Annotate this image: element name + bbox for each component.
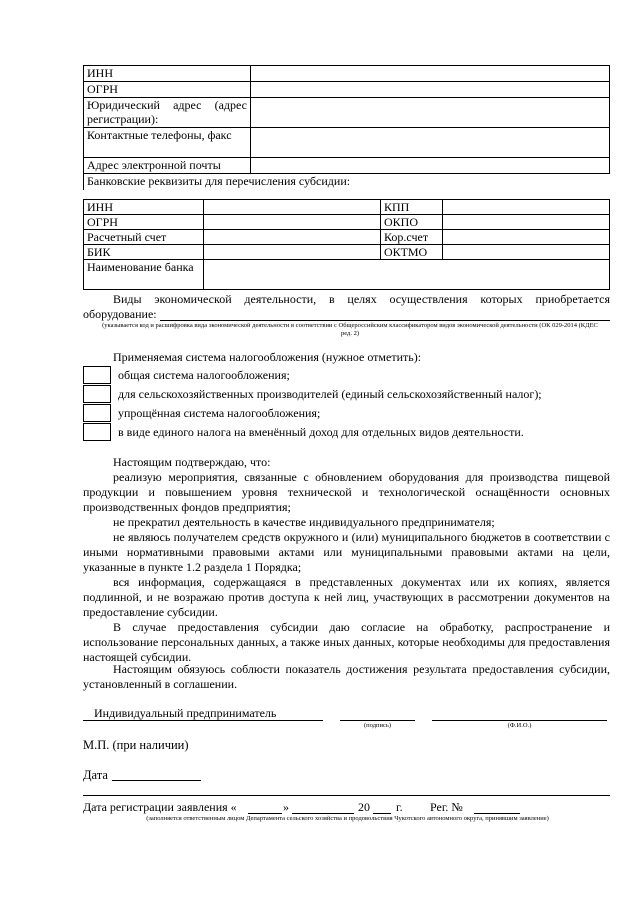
table-row (84, 260, 610, 290)
bank-ogrn-field[interactable] (204, 215, 381, 230)
date-input-line[interactable] (112, 767, 201, 781)
tax-option-checkbox[interactable] (83, 385, 111, 403)
obligation-paragraph: Настоящим обязуюсь соблюсти показатель достижения результата предоставления субсидии, установленный в соглашении. (83, 662, 610, 691)
okpo-field[interactable] (443, 215, 610, 230)
account-field[interactable] (204, 230, 381, 245)
table-row (84, 200, 610, 215)
kpp-field[interactable] (443, 200, 610, 215)
bank-details-header: Банковские реквизиты для перечисления субсидии: (84, 174, 610, 190)
consent-paragraph: В случае предоставления субсидии даю согласие на обработку, распространение и использование персональных данных, а также иных данных, которые необходимы для предоставления настоящей субсидии. (83, 620, 610, 664)
corr-account-field[interactable] (443, 230, 610, 245)
okpo-label: ОКПО (381, 215, 443, 230)
phones-field[interactable] (251, 128, 610, 158)
confirm-paragraph-4: вся информация, содержащаяся в представленных документах или их копиях, является подлинной, и не возражаю против доступа к ней лиц, участвующих в рассмотрении документов на предоставление субсидии. (83, 575, 610, 619)
bank-ogrn-label: ОГРН (84, 215, 204, 230)
confirm-title: Настоящим подтверждаю, что: (113, 455, 271, 469)
tax-option-checkbox[interactable] (83, 423, 111, 441)
table-row (84, 174, 610, 190)
registration-month-line[interactable] (292, 800, 354, 814)
table-row (84, 215, 610, 230)
oktmo-label: ОКТМО (381, 245, 443, 260)
table-row (84, 98, 610, 128)
table-row (84, 245, 610, 260)
ogrn-label: ОГРН (84, 82, 251, 98)
applicant-info-table (83, 65, 610, 190)
signature-input-line[interactable] (340, 706, 415, 721)
registration-year-suffix: г. (396, 800, 403, 814)
corr-account-label: Кор.счет (381, 230, 443, 245)
tax-option-label: для сельскохозяйственных производителей (единый сельскохозяйственный налог); (118, 387, 542, 401)
tax-option-checkbox[interactable] (83, 404, 111, 422)
registration-year-prefix: 20 (358, 800, 370, 814)
ogrn-value-field[interactable] (251, 82, 610, 98)
activity-label: оборудование: (83, 307, 157, 321)
registration-quote: » (283, 800, 289, 814)
phones-label: Контактные телефоны, факс (84, 128, 251, 158)
bank-inn-label: ИНН (84, 200, 204, 215)
registration-number-line[interactable] (474, 800, 520, 814)
kpp-label: КПП (381, 200, 443, 215)
legal-address-field[interactable] (251, 98, 610, 128)
date-label: Дата (83, 768, 108, 782)
bank-inn-field[interactable] (204, 200, 381, 215)
email-label: Адрес электронной почты (84, 158, 251, 174)
registration-note: (заполняется ответственным лицом Департамента сельского хозяйства и продовольствия Чукотского автономного округа, принявшим заявление) (146, 815, 549, 822)
tax-system-title: Применяемая система налогообложения (нужное отметить): (113, 350, 422, 364)
registration-day-line[interactable] (248, 800, 282, 814)
table-row (84, 82, 610, 98)
full-name-input-line[interactable] (432, 706, 607, 721)
confirm-paragraph-3: не являюсь получателем средств окружного и (или) муниципального бюджетов в соответствии с иными нормативными правовыми актами или муниципальными правовыми актами на цели, указанные в пункте 1.2 раздела 1 Порядка; (83, 530, 610, 574)
registration-number-label: Рег. № (430, 800, 463, 814)
account-label: Расчетный счет (84, 230, 204, 245)
activity-note: (указывается код и расшифровка вида экономической деятельности в соответствии с Общероссийским классификатором видов экономической деятельности (ОК 029-2014 (КДЕС ред. 2) (102, 322, 598, 337)
bank-details-table (83, 199, 610, 290)
stamp-label: М.П. (при наличии) (83, 738, 189, 752)
inn-label: ИНН (84, 66, 251, 82)
tax-option-checkbox[interactable] (83, 366, 111, 384)
signature-caption: (подпись) (364, 722, 391, 729)
table-row (84, 128, 610, 158)
table-row (84, 66, 610, 82)
registration-year-line[interactable] (373, 800, 391, 814)
registration-label: Дата регистрации заявления « (83, 800, 237, 814)
tax-option-label: упрощённая система налогообложения; (118, 406, 321, 420)
entrepreneur-line (83, 706, 323, 721)
table-row (84, 230, 610, 245)
activity-line: Виды экономической деятельности, в целях осуществления которых приобретается (113, 292, 610, 306)
confirm-paragraph-1: реализую мероприятия, связанные с обновлением оборудования для производства пищевой продукции и повышением уровня технической и технологической оснащённости основных производственных фондов предприятия; (83, 470, 610, 514)
activity-input-line[interactable] (160, 307, 610, 321)
divider (83, 795, 610, 796)
inn-value-field[interactable] (251, 66, 610, 82)
bank-name-label: Наименование банка (84, 260, 204, 290)
bik-field[interactable] (204, 245, 381, 260)
entrepreneur-label: Индивидуальный предприниматель (94, 706, 277, 720)
tax-option-label: в виде единого налога на вменённый доход для отдельных видов деятельности. (118, 425, 524, 439)
table-row (84, 158, 610, 174)
bik-label: БИК (84, 245, 204, 260)
email-field[interactable] (251, 158, 610, 174)
legal-address-label: Юридический адрес (адрес регистрации): (84, 98, 251, 128)
bank-name-field[interactable] (204, 260, 610, 290)
tax-option-label: общая система налогообложения; (118, 368, 290, 382)
full-name-caption: (Ф.И.О.) (507, 722, 532, 729)
oktmo-field[interactable] (443, 245, 610, 260)
confirm-paragraph-2: не прекратил деятельность в качестве индивидуального предпринимателя; (113, 515, 495, 529)
